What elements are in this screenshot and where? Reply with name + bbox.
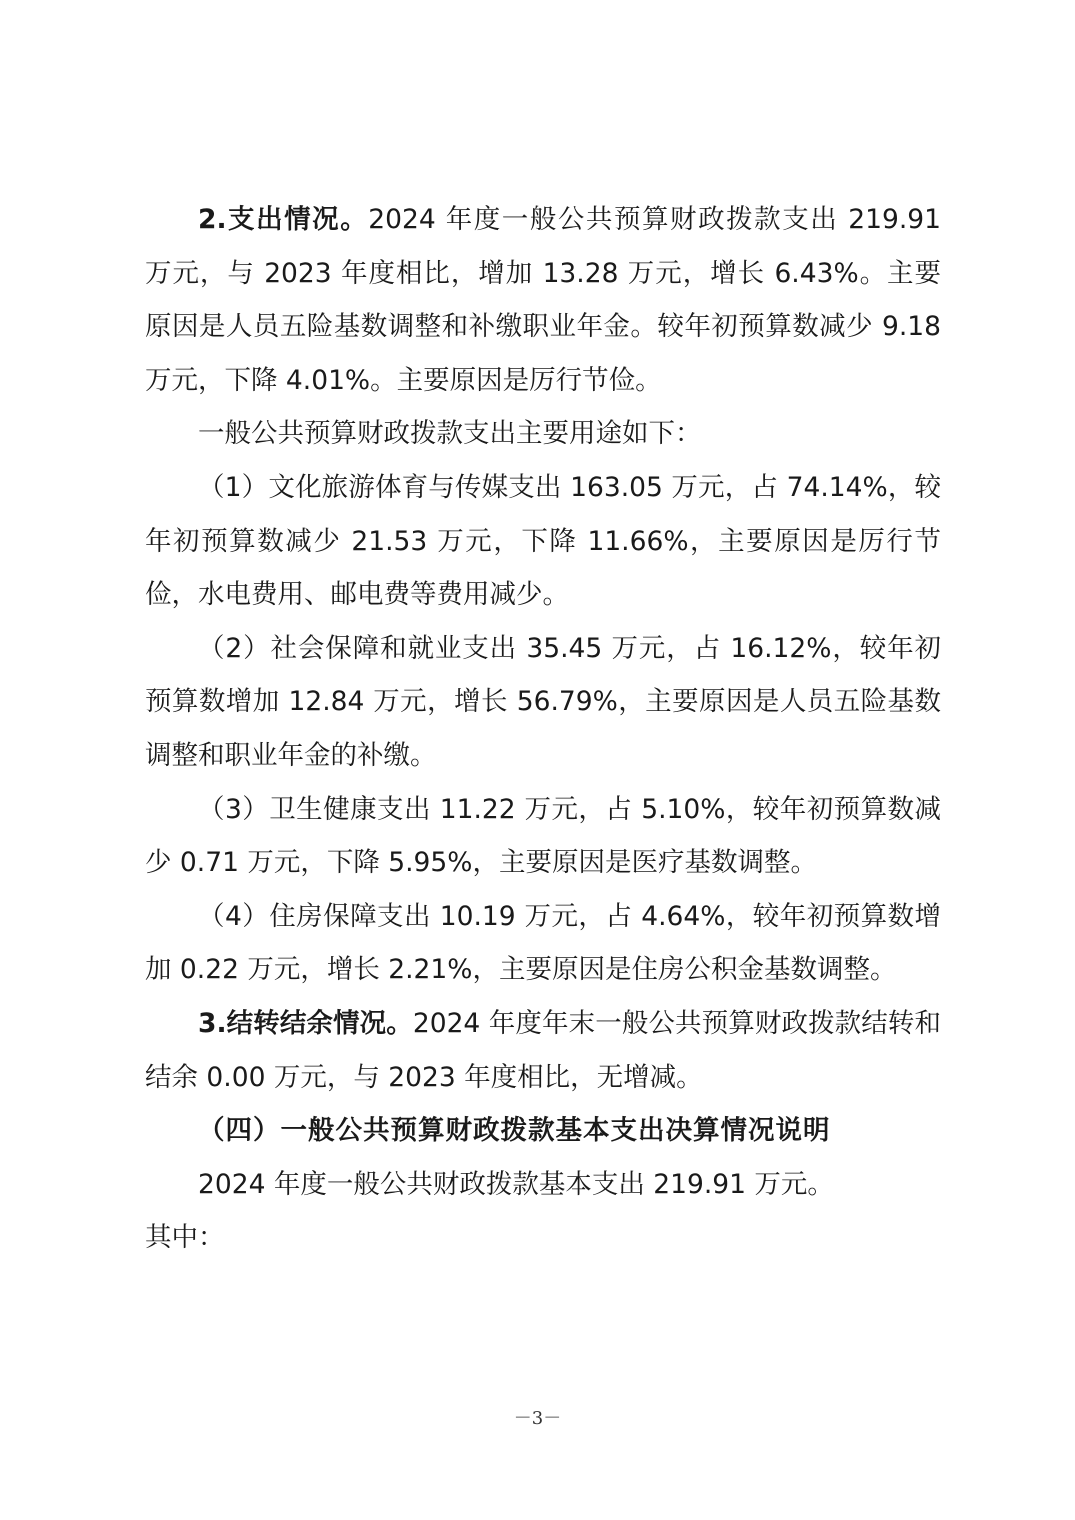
paragraph-text: 2024 年度年末一般公共预算财政拨款结转和结余 0.00 万元，与 2023 年度相比，无增减。 [145, 1007, 941, 1093]
paragraph-text: （4）住房保障支出 10.19 万元，占 4.64%，较年初预算数增加 0.22 万元，增长 2.21%，主要原因是住房公积金基数调整。 [145, 900, 941, 986]
paragraph-item-health [145, 783, 941, 890]
paragraph-basic-expenditure: 2024 年度一般公共财政拨款基本支出 219.91 万元。 [198, 1168, 834, 1200]
paragraph-lead: 2.支出情况。 [198, 204, 369, 235]
paragraph-item-housing [145, 890, 941, 997]
paragraph-text: （1）文化旅游体育与传媒支出 163.05 万元，占 74.14%，较年初预算数减少 21.53 万元，下降 11.66%，主要原因是厉行节俭，水电费用、邮电费等费用减少。 [145, 471, 941, 611]
paragraph-text: （3）卫生健康支出 11.22 万元，占 5.10%，较年初预算数减少 0.71 万元，下降 5.95%，主要原因是医疗基数调整。 [145, 793, 941, 879]
paragraph-item-social-security [145, 622, 941, 783]
paragraph-lead: 3.结转结余情况。 [198, 1007, 413, 1039]
paragraph-item-culture [145, 461, 941, 622]
paragraph-text: 2024 年度一般公共预算财政拨款支出 219.91 万元，与 2023 年度相比，增加 13.28 万元，增长 6.43%。主要原因是人员五险基数调整和补缴职业年金。较年初预算数减少 9.18 万元，下降 4.01%。主要原因是厉行节俭。 [145, 204, 941, 396]
paragraph-main-uses [145, 407, 941, 461]
page-number: －3－ [513, 1408, 562, 1429]
paragraph-text: （2）社会保障和就业支出 35.45 万元，占 16.12%，较年初预算数增加 12.84 万元，增长 56.79%，主要原因是人员五险基数调整和职业年金的补缴。 [145, 632, 941, 771]
section-heading: （四）一般公共预算财政拨款基本支出决算情况说明 [198, 1115, 831, 1147]
paragraph-carryover [145, 997, 941, 1104]
paragraph-expenditure [145, 193, 941, 407]
paragraph-text: 一般公共预算财政拨款支出主要用途如下： [198, 418, 702, 450]
document-body [145, 193, 941, 1265]
paragraph-among-them: 其中： [145, 1222, 225, 1254]
